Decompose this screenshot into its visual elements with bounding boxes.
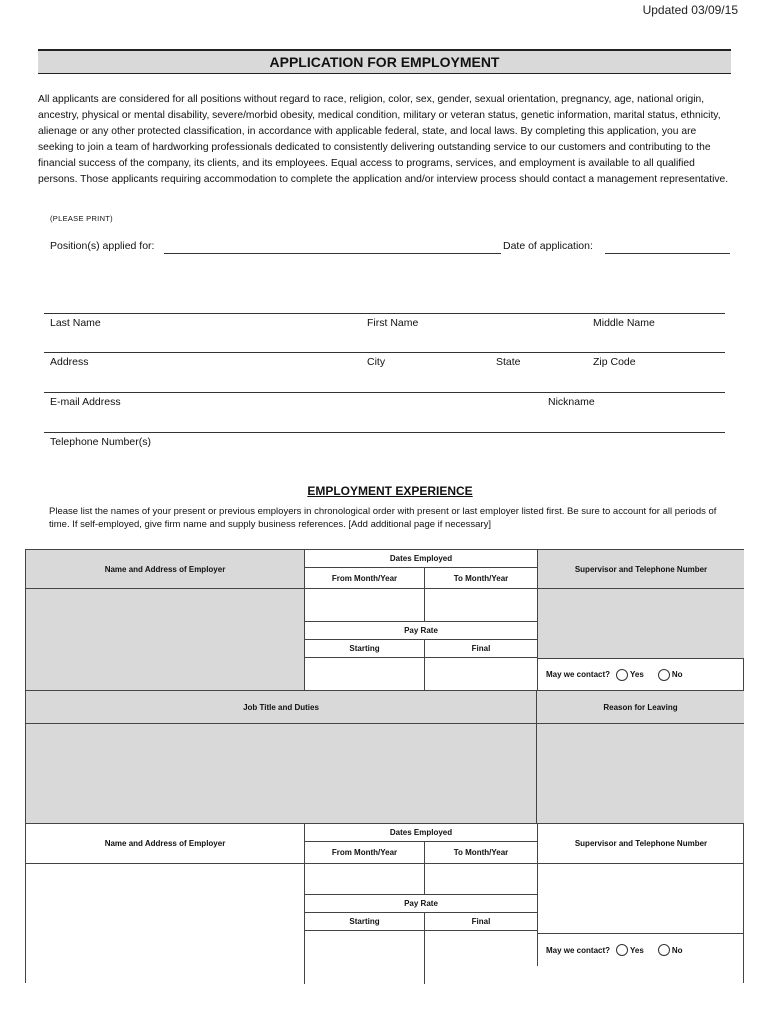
may-we-contact-row — [537, 934, 744, 966]
employer-block-1 — [25, 549, 744, 824]
divider-line — [44, 392, 725, 393]
from-date-field[interactable] — [305, 589, 425, 622]
city-label: City — [367, 356, 386, 368]
starting-header: Starting — [305, 913, 425, 931]
no-label: No — [671, 670, 683, 679]
employer-block-2 — [25, 823, 744, 983]
yes-label: Yes — [630, 670, 644, 679]
pay-rate-header: Pay Rate — [305, 622, 537, 640]
from-month-year-header: From Month/Year — [305, 842, 425, 864]
job-title-header: Job Title and Duties — [26, 691, 537, 724]
supervisor-field[interactable] — [537, 864, 744, 934]
reason-for-leaving-header: Reason for Leaving — [537, 691, 744, 724]
may-we-contact-row — [537, 659, 744, 691]
starting-pay-field[interactable] — [305, 931, 425, 984]
final-pay-field[interactable] — [425, 931, 537, 984]
position-label: Position(s) applied for: — [50, 240, 155, 252]
address-label: Address — [50, 356, 89, 368]
starting-pay-field[interactable] — [305, 658, 425, 691]
position-field[interactable] — [164, 240, 501, 254]
dates-employed-header: Dates Employed — [305, 824, 537, 842]
date-of-application-field[interactable] — [605, 240, 730, 254]
divider-line — [44, 432, 725, 433]
divider-line — [44, 352, 725, 353]
zip-code-label: Zip Code — [593, 356, 636, 368]
first-name-label: First Name — [367, 317, 419, 329]
name-address-header: Name and Address of Employer — [26, 824, 305, 864]
state-label: State — [496, 356, 521, 368]
yes-label: Yes — [630, 945, 644, 955]
reason-for-leaving-field[interactable] — [537, 724, 744, 823]
may-we-contact-label: May we contact? — [546, 670, 611, 679]
divider-line — [44, 313, 725, 314]
final-header: Final — [425, 640, 537, 658]
telephone-label: Telephone Number(s) — [50, 436, 151, 448]
may-we-contact-label: May we contact? — [546, 945, 611, 955]
to-date-field[interactable] — [425, 864, 537, 895]
to-month-year-header: To Month/Year — [425, 842, 537, 864]
supervisor-header: Supervisor and Telephone Number — [537, 824, 744, 864]
no-radio[interactable] — [658, 669, 670, 681]
form-title: APPLICATION FOR EMPLOYMENT — [38, 49, 731, 74]
updated-date: Updated 03/09/15 — [642, 3, 738, 17]
starting-header: Starting — [305, 640, 425, 658]
supervisor-header: Supervisor and Telephone Number — [537, 550, 744, 589]
from-date-field[interactable] — [305, 864, 425, 895]
nickname-label: Nickname — [548, 396, 595, 408]
no-label: No — [671, 945, 683, 955]
email-label: E-mail Address — [50, 396, 121, 408]
to-date-field[interactable] — [425, 589, 537, 622]
to-month-year-header: To Month/Year — [425, 568, 537, 589]
from-month-year-header: From Month/Year — [305, 568, 425, 589]
name-address-header: Name and Address of Employer — [26, 550, 305, 589]
employer-name-address-field[interactable] — [26, 589, 305, 691]
employment-section-title: EMPLOYMENT EXPERIENCE — [307, 484, 473, 498]
job-duties-field[interactable] — [26, 724, 537, 823]
date-of-application-label: Date of application: — [503, 240, 593, 252]
yes-radio[interactable] — [616, 944, 628, 956]
no-radio[interactable] — [658, 944, 670, 956]
employer-name-address-field[interactable] — [26, 864, 305, 984]
final-pay-field[interactable] — [425, 658, 537, 691]
last-name-label: Last Name — [50, 317, 101, 329]
dates-employed-header: Dates Employed — [305, 550, 537, 568]
yes-radio[interactable] — [616, 669, 628, 681]
please-print-note: (PLEASE PRINT) — [50, 214, 113, 223]
middle-name-label: Middle Name — [593, 317, 655, 329]
final-header: Final — [425, 913, 537, 931]
supervisor-field[interactable] — [537, 589, 744, 659]
pay-rate-header: Pay Rate — [305, 895, 537, 913]
intro-paragraph: All applicants are considered for all positions without regard to race, religion, color, sex, gender, sexual orientation, pregnancy, age, national origin, ancestry, physical or mental disability, severe/morbid obesity, medical condition, military or veteran status, genetic information, marital status, ethnicity, alienage or any other protected classification, in accordance with applicable federal, state, and local laws. By completing this application, you are seeking to join a team of hardworking professionals dedicated to consistently delivering outstanding service to our customers and contributing to the financial success of the company, its clients, and its employees. Equal access to programs, services, and employment is available to all qualified persons. Those applicants requiring accommodation to complete the application and/or interview process should contact a management representative. — [38, 94, 729, 185]
employment-instructions: Please list the names of your present or previous employers in chronological order with present or last employer listed first. Be sure to account for all periods of time. If self-employed, give firm name and supply business references. [Add additional page if necessary] — [49, 506, 717, 530]
